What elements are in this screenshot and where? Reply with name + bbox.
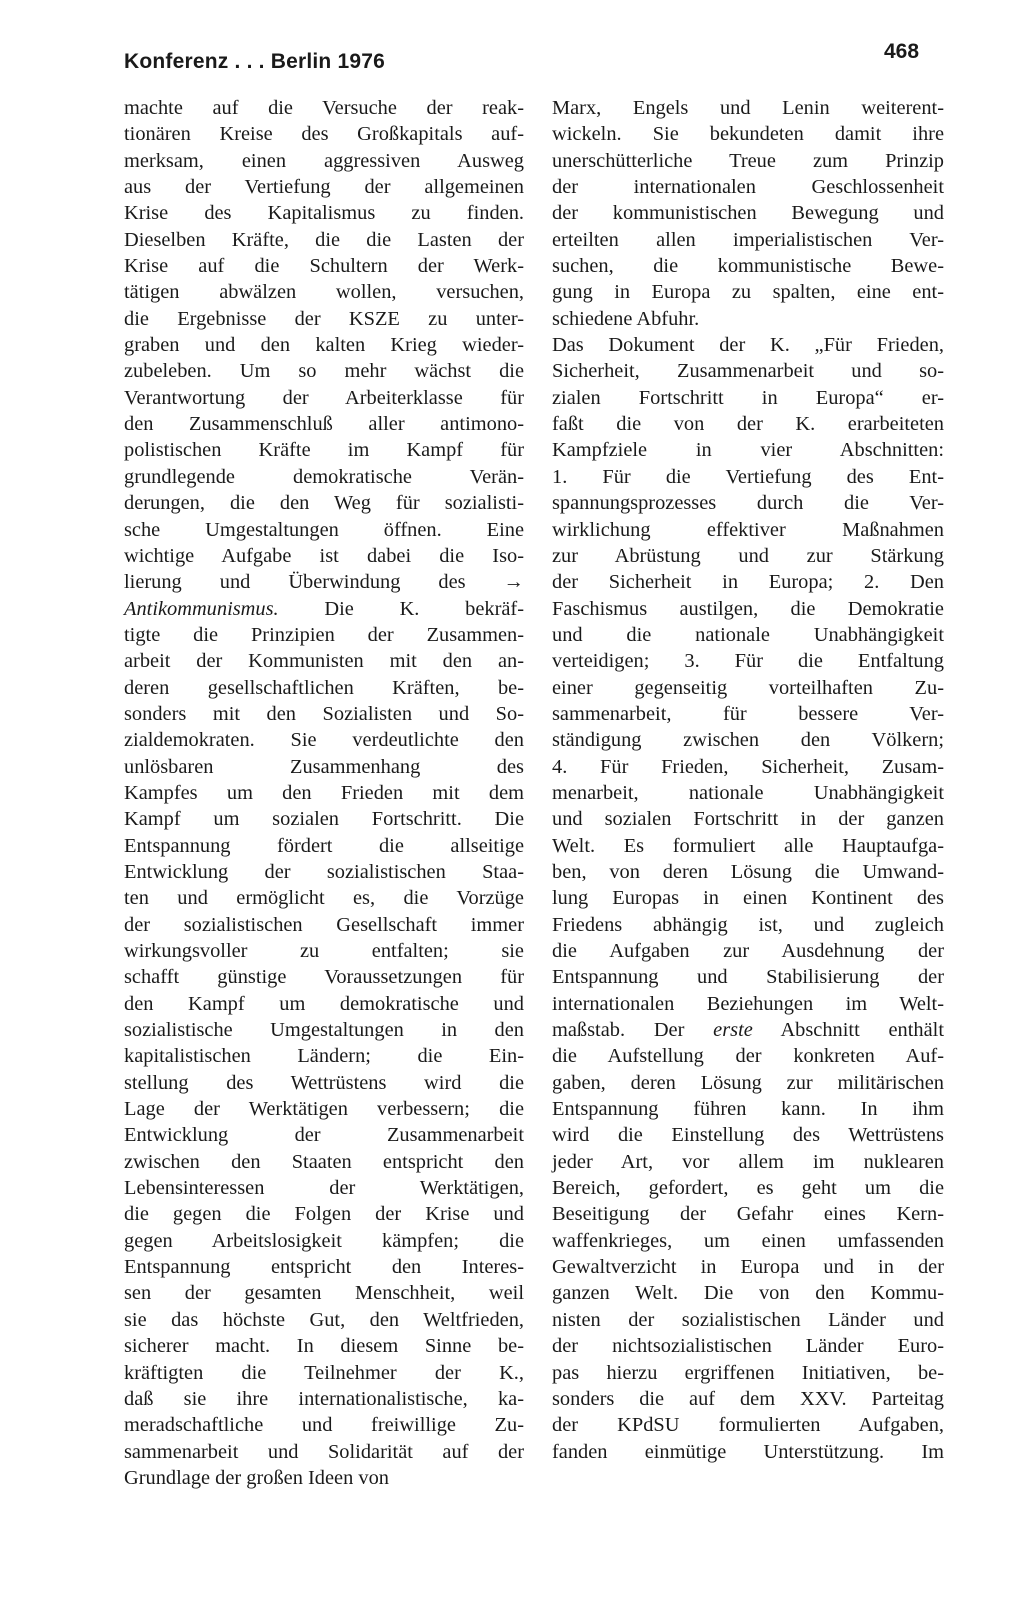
text-line: tionären Kreise des Großkapitals auf-	[124, 123, 524, 146]
text-line: den Kampf um demokratische und	[124, 992, 524, 1015]
text-line: wickeln. Sie bekundeten damit ihre	[552, 123, 944, 146]
text-line: Entspannung führen kann. In ihm	[552, 1098, 944, 1121]
text-line: Kampf um sozialen Fortschritt. Die	[124, 808, 524, 831]
text-line: 4. Für Frieden, Sicherheit, Zusam-	[552, 755, 944, 778]
text-line: tätigen abwälzen wollen, versuchen,	[124, 281, 524, 304]
text-line: ganzen Welt. Die von den Kommu-	[552, 1282, 944, 1305]
text-line: Kampfes um den Frieden mit dem	[124, 781, 524, 804]
text-line: faßt die von der K. erarbeiteten	[552, 413, 944, 436]
text-line: daß sie ihre internationalistische, ka-	[124, 1387, 524, 1410]
text-line: der internationalen Geschlossenheit	[552, 176, 944, 199]
text-line	[124, 596, 524, 622]
text-line: der kommunistischen Bewegung und	[552, 202, 944, 225]
text-line: lung Europas in einen Kontinent des	[552, 887, 944, 910]
text-line: die Ergebnisse der KSZE zu unter-	[124, 307, 524, 330]
text-line: graben und den kalten Krieg wieder-	[124, 334, 524, 357]
text-line: internationalen Beziehungen im Welt-	[552, 992, 944, 1015]
text-line: fanden einmütige Unterstützung. Im	[552, 1440, 944, 1463]
text-line: machte auf die Versuche der reak-	[124, 97, 524, 119]
text-line: Grundlage der großen Ideen von	[124, 1466, 389, 1489]
text-line: kräftigten die Teilnehmer der K.,	[124, 1361, 524, 1384]
text-line: die gegen die Folgen der Krise und	[124, 1203, 524, 1226]
text-line: jeder Art, vor allem im nuklearen	[552, 1150, 944, 1173]
text-line: pas hierzu ergriffenen Initiativen, be-	[552, 1361, 944, 1384]
running-title: Konferenz . . . Berlin 1976	[124, 50, 385, 73]
text-line: sen der gesamten Menschheit, weil	[124, 1282, 524, 1305]
text-line: Faschismus austilgen, die Demokratie	[552, 597, 944, 620]
text-line: Lebensinteressen der Werktätigen,	[124, 1177, 524, 1200]
text-line: sicherer macht. In diesem Sinne be-	[124, 1335, 524, 1358]
text-line: deren gesellschaftlichen Kräften, be-	[124, 676, 524, 699]
text-line: Kampfziele in vier Abschnitten:	[552, 439, 944, 462]
text-line: der Sicherheit in Europa; 2. Den	[552, 571, 944, 594]
text-line: waffenkrieges, um einen umfassenden	[552, 1229, 944, 1252]
text-line: ten und ermöglicht es, die Vorzüge	[124, 887, 524, 910]
text-line: wird die Einstellung des Wettrüstens	[552, 1124, 944, 1147]
text-line: sie das höchste Gut, den Weltfrieden,	[124, 1308, 524, 1331]
text-line: unerschütterliche Treue zum Prinzip	[552, 149, 944, 172]
text-line: zialen Fortschritt in Europa“ er-	[552, 386, 944, 409]
text-line: Gewaltverzicht in Europa und in der	[552, 1256, 944, 1279]
text-run: maßstab. Der	[552, 1019, 714, 1042]
text-line: polistischen Kräfte im Kampf für	[124, 439, 524, 462]
text-line: kapitalistischen Ländern; die Ein-	[124, 1045, 524, 1068]
page-number: 468	[884, 40, 920, 63]
text-line: die Aufstellung der konkreten Auf-	[552, 1045, 944, 1068]
text-line: ständigung zwischen den Völkern;	[552, 729, 944, 752]
text-line: merksam, einen aggressiven Ausweg	[124, 149, 524, 172]
text-line: Krise auf die Schultern der Werk-	[124, 255, 524, 278]
text-line: Das Dokument der K. „Für Frieden,	[552, 334, 944, 357]
text-line: lierung und Überwindung des →	[124, 571, 524, 594]
text-run: Abschnitt enthält	[752, 1019, 944, 1042]
text-line: und die nationale Unabhängigkeit	[552, 623, 944, 646]
text-line: sammenarbeit und Solidarität auf der	[124, 1440, 524, 1463]
text-line: ben, von deren Lösung die Umwand-	[552, 860, 944, 883]
text-line: der KPdSU formulierten Aufgaben,	[552, 1414, 944, 1437]
text-line: arbeit der Kommunisten mit den an-	[124, 650, 524, 673]
text-line	[552, 1465, 944, 1491]
text-line: der nichtsozialistischen Länder Euro-	[552, 1335, 944, 1358]
text-line: suchen, die kommunistische Bewe-	[552, 255, 944, 278]
text-line: wichtige Aufgabe ist dabei die Iso-	[124, 544, 524, 567]
text-line: den Zusammenschluß aller antimono-	[124, 413, 524, 436]
text-line: Entwicklung der sozialistischen Staa-	[124, 860, 524, 883]
text-line: verteidigen; 3. Für die Entfaltung	[552, 650, 944, 673]
text-line: 1. Für die Vertiefung des Ent-	[552, 465, 944, 488]
text-line: Krise des Kapitalismus zu finden.	[124, 202, 524, 225]
text-line: die Aufgaben zur Ausdehnung der	[552, 940, 944, 962]
text-line: der sozialistischen Gesellschaft immer	[124, 913, 524, 936]
italic-text: erste	[713, 1019, 753, 1042]
text-line: Bereich, gefordert, es geht um die	[552, 1177, 944, 1200]
text-line: Entspannung und Stabilisierung der	[552, 966, 944, 989]
text-line: Entwicklung der Zusammenarbeit	[124, 1124, 524, 1147]
text-line: grundlegende demokratische Verän-	[124, 465, 524, 488]
text-line: stellung des Wettrüstens wird die	[124, 1071, 524, 1094]
text-line: und sozialen Fortschritt in der ganzen	[552, 808, 944, 831]
text-line: Beseitigung der Gefahr eines Kern-	[552, 1203, 944, 1226]
text-line: wirklichung effektiver Maßnahmen	[552, 518, 944, 541]
text-line: menarbeit, nationale Unabhängigkeit	[552, 781, 944, 804]
text-line: Sicherheit, Zusammenarbeit und so-	[552, 360, 944, 383]
text-line: erteilten allen imperialistischen Ver-	[552, 228, 944, 251]
italic-text: Antikommunismus.	[124, 597, 279, 620]
text-line: Welt. Es formuliert alle Hauptaufga-	[552, 834, 944, 857]
text-line: sozialistische Umgestaltungen in den	[124, 1019, 524, 1042]
text-line: zialdemokraten. Sie verdeutlichte den	[124, 729, 524, 752]
text-line: aus der Vertiefung der allgemeinen	[124, 176, 524, 199]
text-line: sche Umgestaltungen öffnen. Eine	[124, 518, 524, 541]
text-line: gaben, deren Lösung zur militärischen	[552, 1071, 944, 1094]
text-line: meradschaftliche und freiwillige Zu-	[124, 1414, 524, 1437]
right-column	[552, 95, 944, 1491]
text-line: Friedens abhängig ist, und zugleich	[552, 913, 944, 936]
text-line: sonders mit den Sozialisten und So-	[124, 702, 524, 725]
text-line	[552, 1017, 944, 1043]
text-line: gegen Arbeitslosigkeit kämpfen; die	[124, 1229, 524, 1252]
text-line: spannungsprozesses durch die Ver-	[552, 492, 944, 515]
text-line: sammenarbeit, für bessere Ver-	[552, 702, 944, 725]
text-line: Entspannung entspricht den Interes-	[124, 1256, 524, 1279]
text-line: Verantwortung der Arbeiterklasse für	[124, 386, 524, 409]
text-line: wirkungsvoller zu entfalten; sie	[124, 940, 524, 962]
text-line: derungen, die den Weg für sozialisti-	[124, 492, 524, 515]
text-line: Marx, Engels und Lenin weiterent-	[552, 97, 944, 119]
text-line: zubeleben. Um so mehr wächst die	[124, 360, 524, 383]
text-line: tigte die Prinzipien der Zusammen-	[124, 623, 524, 646]
text-line: einer gegenseitig vorteilhaften Zu-	[552, 676, 944, 699]
text-line: unlösbaren Zusammenhang des	[124, 755, 524, 778]
text-line: nisten der sozialistischen Länder und	[552, 1308, 944, 1331]
text-line: gung in Europa zu spalten, eine ent-	[552, 281, 944, 304]
text-line: sonders die auf dem XXV. Parteitag	[552, 1387, 944, 1410]
text-line: zwischen den Staaten entspricht den	[124, 1150, 524, 1173]
text-line: zur Abrüstung und zur Stärkung	[552, 544, 944, 567]
text-line: Dieselben Kräfte, die die Lasten der	[124, 228, 524, 251]
text-line: schafft günstige Voraussetzungen für	[124, 966, 524, 989]
left-column	[124, 95, 524, 1491]
text-line: Lage der Werktätigen verbessern; die	[124, 1098, 524, 1121]
text-run: Die K. bekräf-	[278, 597, 524, 620]
text-line: Entspannung fördert die allseitige	[124, 834, 524, 857]
text-line: schiedene Abfuhr.	[552, 307, 700, 330]
